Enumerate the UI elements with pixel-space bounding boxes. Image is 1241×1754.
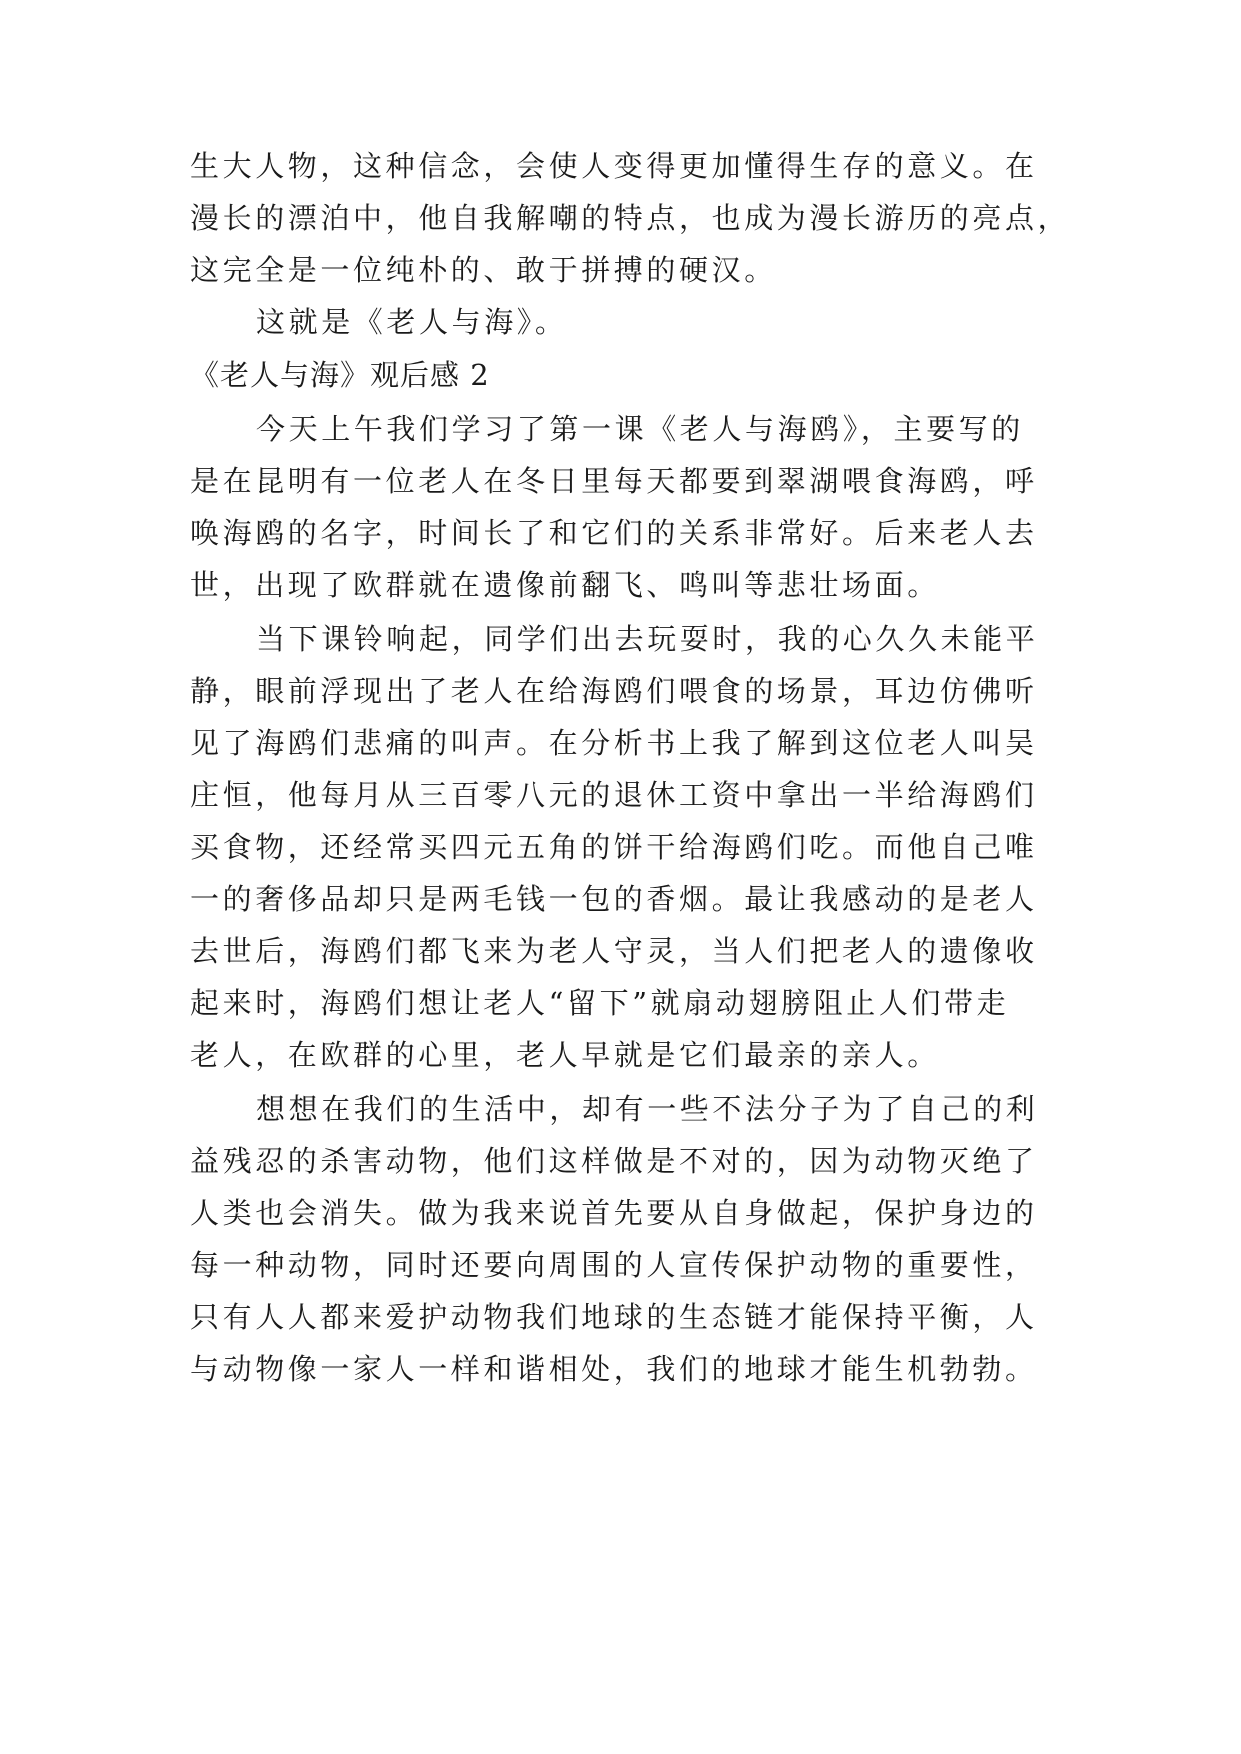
text-line: 今天上午我们学习了第一课《老人与海鸥》，主要写的 <box>256 412 1024 446</box>
section-title: 《老人与海》观后感 2 <box>190 358 490 392</box>
text-line: 庄恒，他每月从三百零八元的退休工资中拿出一半给海鸥们 <box>190 778 1038 812</box>
text-line: 当下课铃响起，同学们出去玩耍时，我的心久久未能平 <box>256 622 1039 656</box>
text-line: 老人，在欧群的心里，老人早就是它们最亲的亲人。 <box>190 1038 940 1072</box>
text-line: 漫长的漂泊中，他自我解嘲的特点，也成为漫长游历的亮点， <box>190 201 1071 235</box>
text-line: 生大人物，这种信念，会使人变得更加懂得生存的意义。在 <box>190 149 1038 183</box>
text-line: 静，眼前浮现出了老人在给海鸥们喂食的场景，耳边仿佛听 <box>190 674 1038 708</box>
text-line: 见了海鸥们悲痛的叫声。在分析书上我了解到这位老人叫吴 <box>190 726 1038 760</box>
text-line: 唤海鸥的名字，时间长了和它们的关系非常好。后来老人去 <box>190 516 1038 550</box>
text-line: 世，出现了欧群就在遗像前翻飞、鸣叫等悲壮场面。 <box>190 568 940 602</box>
text-line: 这完全是一位纯朴的、敢于拼搏的硬汉。 <box>190 253 777 287</box>
text-line: 每一种动物，同时还要向周围的人宣传保护动物的重要性， <box>190 1248 1038 1282</box>
text-line: 想想在我们的生活中，却有一些不法分子为了自己的利 <box>256 1092 1039 1126</box>
text-line: 人类也会消失。做为我来说首先要从自身做起，保护身边的 <box>190 1196 1038 1230</box>
text-line: 只有人人都来爱护动物我们地球的生态链才能保持平衡，人 <box>190 1300 1038 1334</box>
text-line: 益残忍的杀害动物，他们这样做是不对的，因为动物灭绝了 <box>190 1144 1038 1178</box>
text-line: 买食物，还经常买四元五角的饼干给海鸥们吃。而他自己唯 <box>190 830 1038 864</box>
text-line: 与动物像一家人一样和谐相处，我们的地球才能生机勃勃。 <box>190 1352 1038 1386</box>
closing-line: 这就是《老人与海》。 <box>256 305 568 339</box>
text-line: 去世后，海鸥们都飞来为老人守灵，当人们把老人的遗像收 <box>190 934 1038 968</box>
text-line: 是在昆明有一位老人在冬日里每天都要到翠湖喂食海鸥，呼 <box>190 464 1038 498</box>
text-line: 起来时，海鸥们想让老人“留下”就扇动翅膀阻止人们带走 <box>190 986 1010 1020</box>
text-line: 一的奢侈品却只是两毛钱一包的香烟。最让我感动的是老人 <box>190 882 1038 916</box>
